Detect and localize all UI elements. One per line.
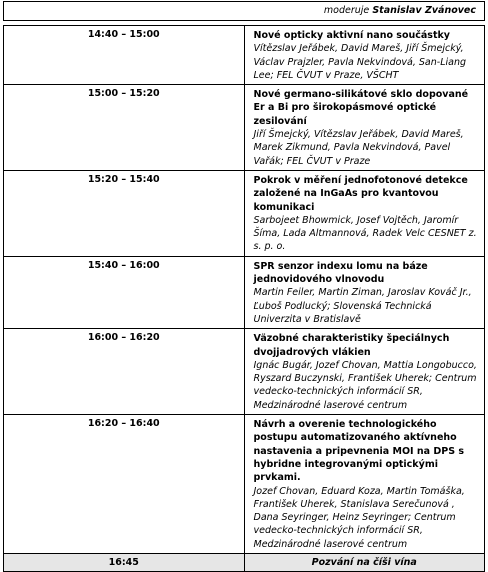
talk-time: 16:00 – 16:20: [4, 329, 245, 415]
talk-time: 15:00 – 15:20: [4, 85, 245, 171]
talk-title: Nové germano-silikátové sklo dopované Er a Bi pro širokopásmové optické zesilování: [253, 89, 469, 127]
talk-content: [244, 329, 485, 415]
talk-row: [4, 170, 485, 256]
talk-time: 16:20 – 16:40: [4, 415, 245, 554]
talk-content: [244, 85, 485, 171]
talk-authors: Jozef Chovan, Eduard Koza, Martin Tomáška, František Uherek, Stanislava Serečunová , Dana Seyringer, Heinz Seyringer; Centrum vedecko-technických informácií SR, Medzinárodné laserové centrum: [253, 485, 465, 550]
talk-authors: Sarbojeet Bhowmick, Josef Vojtěch, Jaromír Šíma, Lada Altmannová, Radek Velc CESNET z. s. p. o.: [253, 214, 477, 253]
moderator-row: [4, 2, 485, 21]
talk-time: 15:20 – 15:40: [4, 170, 245, 256]
talk-content: [244, 170, 485, 256]
moderator-name: Stanislav Zvánovec: [372, 5, 476, 16]
talk-content: [244, 26, 485, 85]
moderator-prefix: moderuje: [323, 5, 370, 16]
program-table: [3, 1, 485, 572]
talk-title: SPR senzor indexu lomu na báze jednovidového vlnovodu: [253, 260, 428, 286]
talk-authors: Vítězslav Jeřábek, David Mareš, Jiří Šmejcký, Václav Prajzler, Pavla Nekvindová, San-Liang Lee; FEL ČVUT v Praze, VŠCHT: [253, 43, 466, 81]
talk-authors: Ignác Bugár, Jozef Chovan, Mattia Longobucco, Ryszard Buczynski, František Uherek; Centrum vedecko-technických informácií SR, Medzinárodné laserové centrum: [253, 359, 477, 411]
talk-content: [244, 415, 485, 554]
talk-title: Väzobné charakteristiky špeciálnych dvojjadrových vlákien: [253, 333, 450, 358]
talk-title: Nové opticky aktivní nano součástky: [253, 30, 451, 41]
talk-content: [244, 256, 485, 328]
talk-authors: Martin Feiler, Martin Ziman, Jaroslav Kováč Jr., Ľuboš Podlucký; Slovenská Technická Univerzita v Bratislavě: [253, 287, 472, 325]
talk-row: [4, 329, 485, 415]
talk-authors: Jiří Šmejcký, Vítězslav Jeřábek, David Mareš, Marek Zikmund, Pavla Nekvindová, Pavel Vařák; FEL ČVUT v Praze: [253, 129, 464, 167]
talk-row: [4, 256, 485, 328]
talk-row: [4, 85, 485, 171]
program-table-container: [3, 1, 485, 568]
talk-row: [4, 415, 485, 554]
talk-title: Pokrok v měření jednofotonové detekce založené na InGaAs pro kvantovou komunikaci: [253, 174, 468, 213]
footer-label: Pozvání na číši vína: [244, 553, 485, 571]
talk-title: Návrh a overenie technologického postupu automatizovaného aktívneho nastavenia a pripevnenia MOI na DPS s hybridne integrovanými optickými prvkami.: [253, 419, 464, 484]
talk-time: 14:40 – 15:00: [4, 26, 245, 85]
footer-time: 16:45: [4, 553, 245, 571]
talk-row: [4, 26, 485, 85]
talk-time: 15:40 – 16:00: [4, 256, 245, 328]
moderator-cell: [4, 2, 485, 21]
footer-row: [4, 553, 485, 571]
